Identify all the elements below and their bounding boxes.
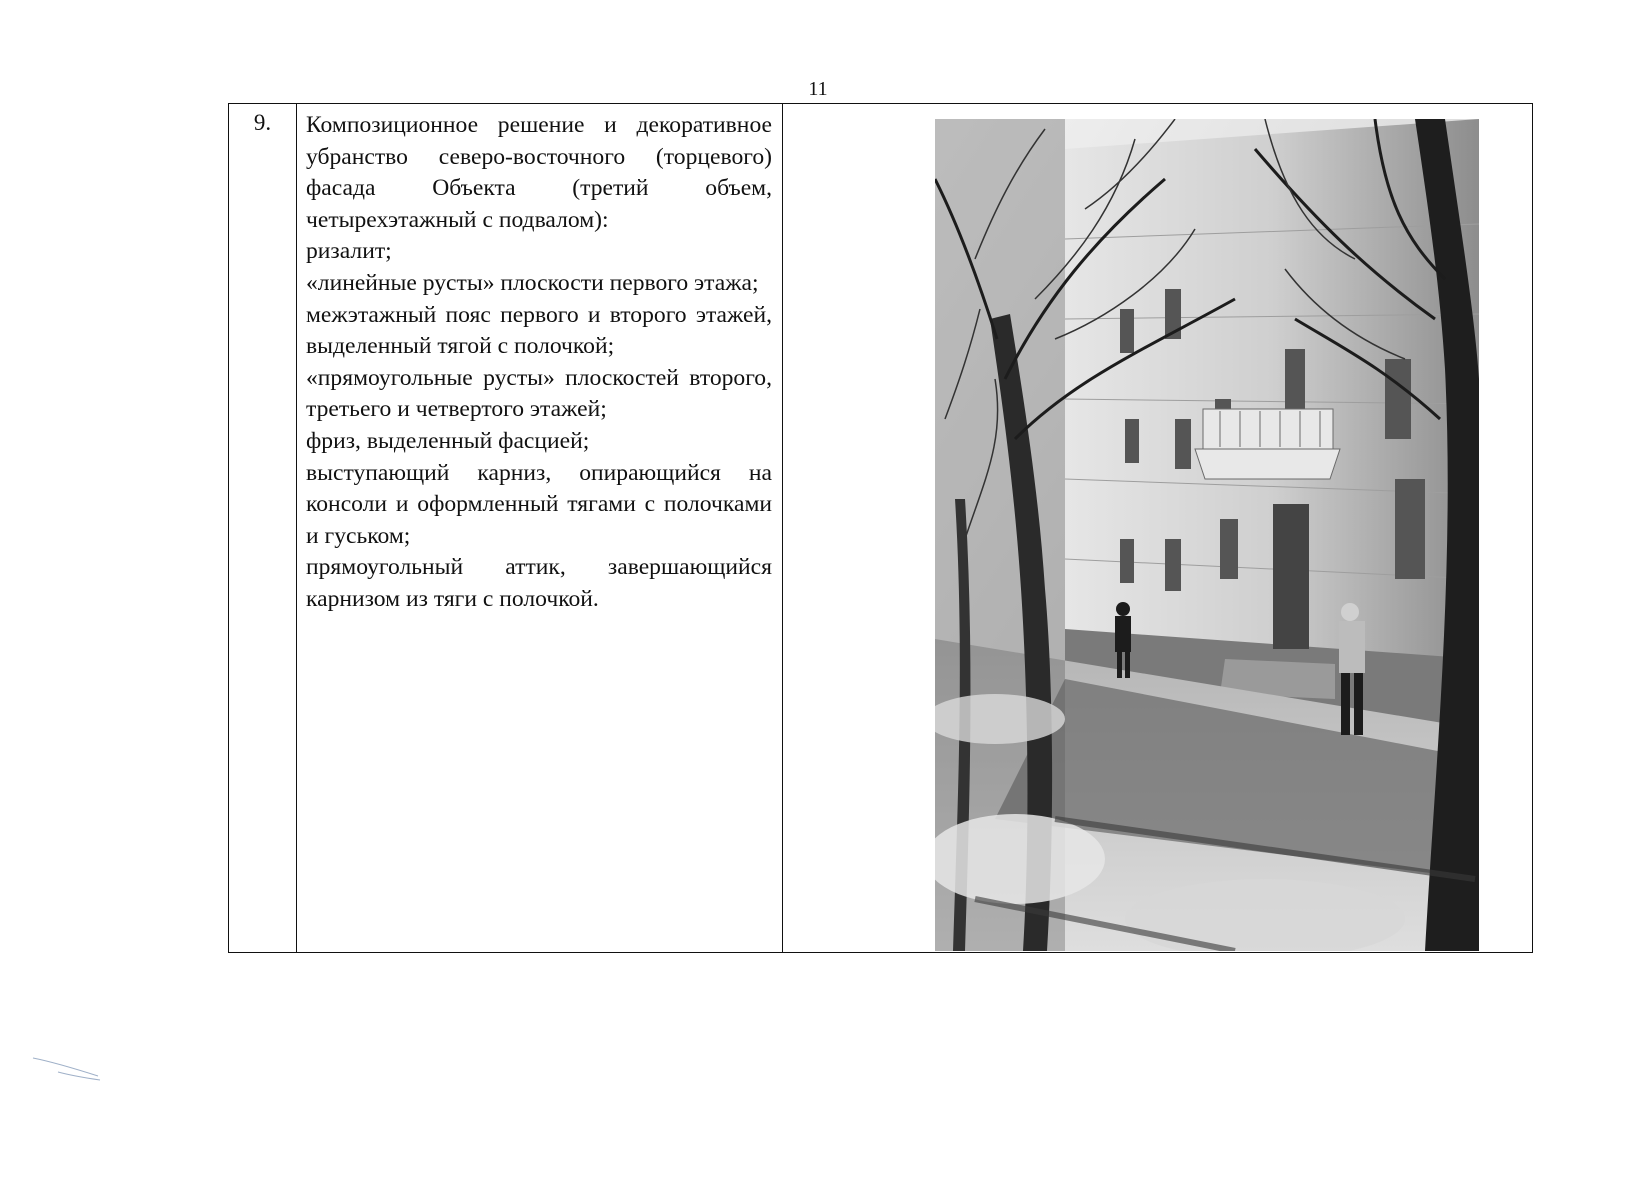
scan-mark (28, 1050, 108, 1090)
page-number: 11 (808, 78, 828, 100)
description-paragraph: выступающий карниз, опирающийся на консоли и оформленный тягами с полочками и гуськом; (306, 459, 772, 549)
description-paragraph: межэтажный пояс первого и второго этажей, выделенный тягой с полочкой; (306, 301, 772, 360)
description-paragraph: фриз, выделенный фасцией; (306, 427, 590, 454)
description-paragraph: Композиционное решение и декоративное убранство северо-восточного (торцевого) фасада Объекта (третий объем, четырехэтажный с подвалом): (306, 112, 772, 233)
description-paragraph: «линейные русты» плоскости первого этажа; (306, 269, 759, 296)
description-cell (297, 104, 783, 952)
description-paragraph: «прямоугольные русты» плоскостей второго, третьего и четвертого этажей; (306, 364, 772, 423)
row-number: 9. (253, 110, 272, 135)
description-paragraph: ризалит; (306, 238, 392, 265)
description-paragraph: прямоугольный аттик, завершающийся карнизом из тяги с полочкой. (306, 554, 772, 612)
facade-photo (935, 119, 1479, 951)
photo-cell (783, 104, 1532, 952)
document-table (228, 103, 1533, 953)
row-number-cell (229, 104, 297, 952)
